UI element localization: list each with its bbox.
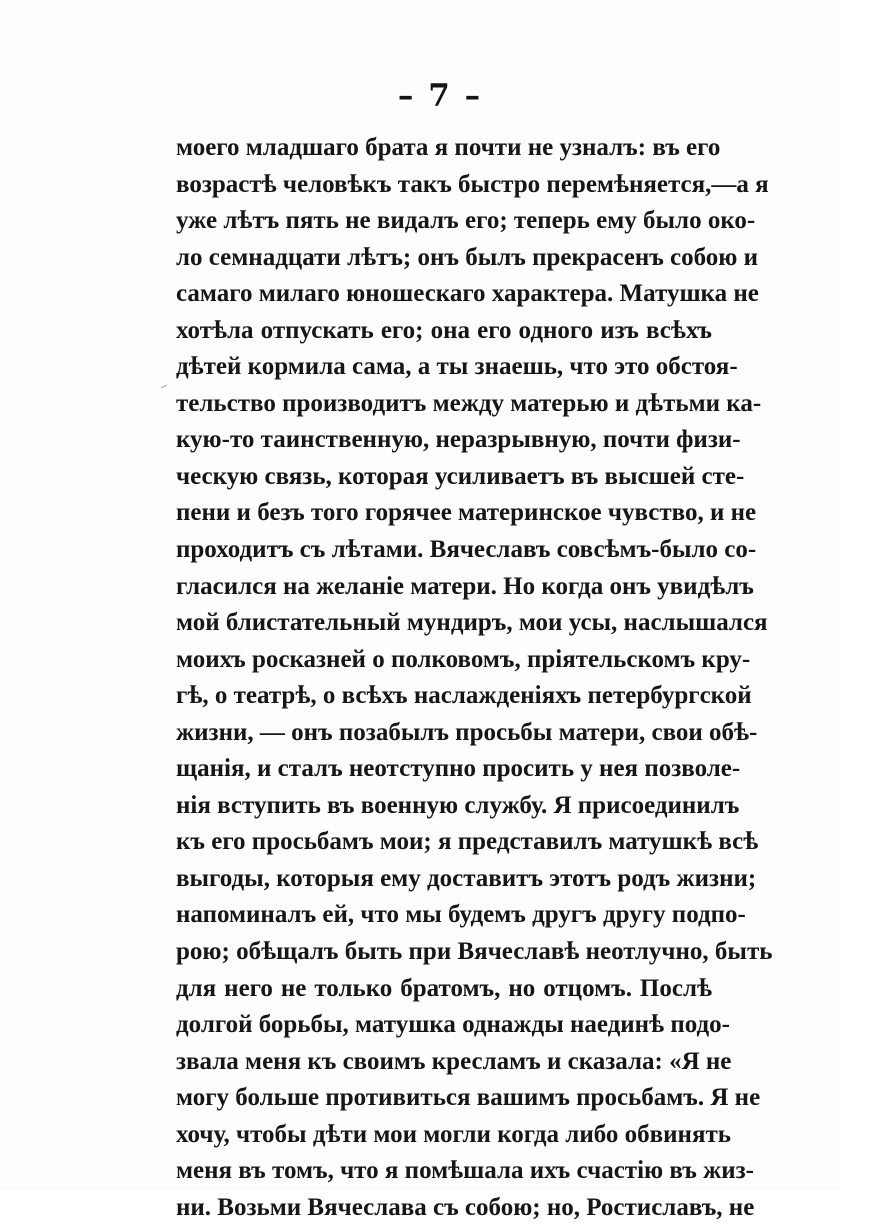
text-line: звала меня къ своимъ кресламъ и сказала: «Я не (176, 1047, 732, 1075)
text-line: мой блистательный мундиръ, мои усы, наслышался (176, 609, 768, 637)
text-line: жизни, — онъ позабылъ просьбы матери, свои обѣ- (176, 718, 758, 746)
text-line: хотѣла отпускать его; она его одного изъ всѣхъ (176, 316, 712, 344)
text-line: къ его просьбамъ мои; я представилъ матушкѣ всѣ (176, 828, 759, 856)
text-line: хочу, чтобы дѣти мои могли когда либо обвинять (176, 1120, 731, 1148)
text-line: могу больше противиться вашимъ просьбамъ. Я не (176, 1084, 761, 1112)
body-text (176, 130, 773, 1226)
paper-speck (161, 385, 167, 388)
text-line: моего младшаго брата я почти не узналъ: въ его (176, 134, 721, 161)
text-line: кую-то таинственную, неразрывную, почти физи- (176, 426, 741, 454)
page-number: – 7 – (397, 78, 483, 114)
text-line: рою; обѣщалъ быть при Вячеславѣ неотлучно, быть (176, 938, 773, 966)
text-line: выгоды, которыя ему доставитъ этотъ родъ жизни; (176, 864, 757, 892)
text-line: напоминалъ ей, что мы будемъ другъ другу подпо- (176, 901, 746, 929)
text-line: возрастѣ человѣкъ такъ быстро перемѣняется,—а я (176, 170, 769, 198)
text-line: проходитъ съ лѣтами. Вячеславъ совсѣмъ-было со- (176, 536, 757, 564)
text-line: гѣ, о театрѣ, о всѣхъ наслажденіяхъ петербургской (176, 682, 752, 710)
text-line: ло семнадцати лѣтъ; онъ былъ прекрасенъ собою и (176, 243, 759, 271)
text-line: пени и безъ того горячее материнское чувство, и не (176, 499, 757, 527)
text-line: уже лѣтъ пять не видалъ его; теперь ему было око- (176, 207, 756, 235)
text-line: тельство производитъ между матерью и дѣтьми ка- (176, 389, 762, 417)
text-line: нія вступить въ военную службу. Я присоединилъ (176, 791, 740, 819)
text-line: долгой борьбы, матушка однажды наединѣ подо- (176, 1011, 730, 1039)
text-line: для него не только братомъ, но отцомъ. Послѣ (176, 974, 712, 1002)
text-line: самаго милаго юношескаго характера. Матушка не (176, 280, 759, 308)
text-line: меня въ томъ, что я помѣшала ихъ счастію въ жиз- (176, 1157, 754, 1185)
text-line: ни. Возьми Вячеслава съ собою; но, Ростиславъ, не (176, 1193, 755, 1221)
text-line: дѣтей кормила сама, а ты знаешь, что это обстоя- (176, 353, 738, 381)
text-line: моихъ росказней о полковомъ, пріятельскомъ кру- (176, 645, 751, 673)
text-line: щанія, и сталъ неотступно просить у нея позволе- (176, 755, 741, 783)
text-line: ческую связь, которая усиливаетъ въ высшей сте- (176, 462, 745, 490)
text-line: гласился на желаніе матери. Но когда онъ увидѣлъ (176, 572, 754, 600)
